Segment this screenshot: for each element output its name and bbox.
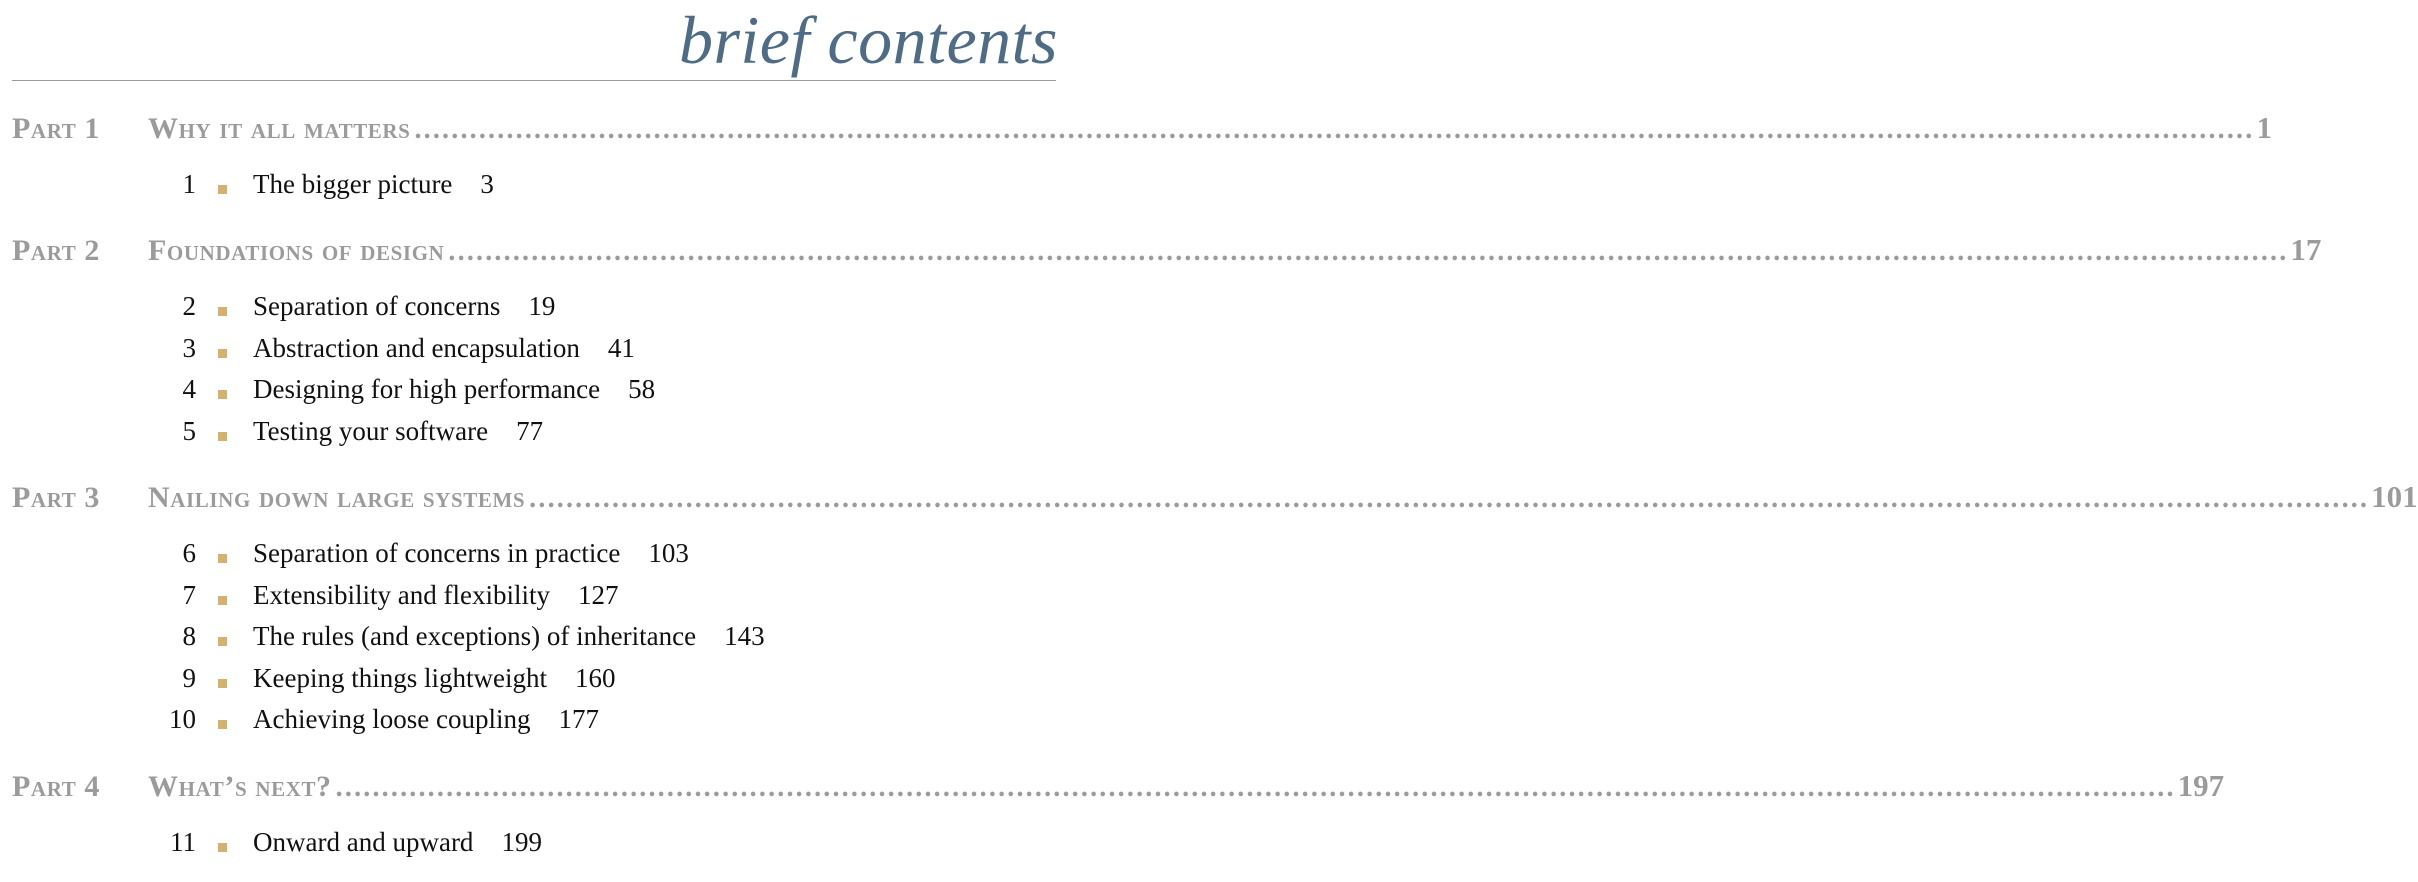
chapter-page-number: 199 [501, 827, 542, 857]
part-label: Part 3 [12, 481, 101, 514]
part-1-heading[interactable] [12, 110, 2272, 150]
chapter-number: 11 [170, 827, 196, 857]
page-title: brief contents [678, 2, 1058, 78]
chapter-title: Onward and upward [253, 827, 474, 857]
chapter-number: 3 [182, 333, 196, 363]
chapter-page-number: 127 [577, 580, 619, 610]
chapter-title: Designing for high performance [253, 374, 601, 404]
dot-leader: ........................................................................................................................................................................................................ [448, 236, 2289, 267]
chapter-page-number: 177 [558, 704, 599, 734]
chapter-10-entry[interactable] [140, 704, 599, 738]
chapter-page-number: 19 [528, 291, 556, 321]
square-bullet-icon [218, 307, 227, 316]
part-page-number: 17 [2290, 232, 2322, 267]
title-rule [12, 80, 1056, 81]
chapter-title: Keeping things lightweight [253, 663, 547, 693]
dot-leader: ........................................................................................................................................................................................................ [414, 114, 2255, 145]
chapter-number: 1 [182, 169, 196, 199]
part-4-heading[interactable] [12, 768, 2225, 808]
chapter-number: 7 [182, 580, 196, 610]
square-bullet-icon [218, 843, 227, 852]
chapter-number: 10 [169, 704, 196, 734]
square-bullet-icon [218, 554, 227, 563]
chapter-9-entry[interactable] [140, 663, 615, 697]
part-label: Part 2 [12, 234, 101, 267]
chapter-number: 2 [182, 291, 196, 321]
chapter-page-number: 3 [480, 169, 494, 199]
dot-leader: ........................................................................................................................................................................................................ [335, 772, 2176, 803]
chapter-title: Testing your software [253, 416, 489, 446]
chapter-number: 9 [182, 663, 196, 693]
chapter-page-number: 41 [607, 333, 635, 363]
part-2-heading[interactable] [12, 232, 2322, 272]
chapter-5-entry[interactable] [140, 416, 543, 450]
chapter-7-entry[interactable] [140, 580, 618, 614]
chapter-6-entry[interactable] [140, 538, 689, 572]
part-page-number: 197 [2177, 768, 2225, 803]
square-bullet-icon [218, 390, 227, 399]
part-label: Part 4 [12, 770, 101, 803]
chapter-number: 4 [182, 374, 196, 404]
chapter-page-number: 143 [724, 621, 765, 651]
chapter-3-entry[interactable] [140, 333, 635, 367]
chapter-8-entry[interactable] [140, 621, 765, 655]
chapter-page-number: 77 [516, 416, 544, 446]
chapter-title: Separation of concerns [253, 291, 501, 321]
chapter-page-number: 160 [574, 663, 616, 693]
square-bullet-icon [218, 185, 227, 194]
chapter-2-entry[interactable] [140, 291, 555, 325]
chapter-title: The bigger picture [253, 169, 453, 199]
chapter-number: 8 [182, 621, 196, 651]
square-bullet-icon [218, 679, 227, 688]
chapter-page-number: 103 [648, 538, 689, 568]
part-title: Nailing down large systems [148, 481, 526, 514]
chapter-number: 6 [182, 538, 196, 568]
chapter-page-number: 58 [628, 374, 656, 404]
chapter-title: Achieving loose coupling [253, 704, 531, 734]
square-bullet-icon [218, 349, 227, 358]
chapter-title: Separation of concerns in practice [253, 538, 621, 568]
chapter-title: Extensibility and flexibility [253, 580, 550, 610]
chapter-title: Abstraction and encapsulation [253, 333, 580, 363]
chapter-11-entry[interactable] [140, 827, 542, 861]
part-3-heading[interactable] [12, 479, 2418, 519]
square-bullet-icon [218, 637, 227, 646]
chapter-title: The rules (and exceptions) of inheritance [253, 621, 697, 651]
part-page-number: 1 [2256, 110, 2272, 145]
part-title: Foundations of design [148, 234, 445, 267]
chapter-1-entry[interactable] [140, 169, 494, 203]
chapter-4-entry[interactable] [140, 374, 655, 408]
part-title: What’s next? [148, 770, 332, 803]
dot-leader: ........................................................................................................................................................................................................ [529, 483, 2370, 514]
square-bullet-icon [218, 720, 227, 729]
square-bullet-icon [218, 432, 227, 441]
square-bullet-icon [218, 596, 227, 605]
part-label: Part 1 [12, 112, 101, 145]
part-title: Why it all matters [148, 112, 411, 145]
part-page-number: 101 [2371, 479, 2418, 514]
chapter-number: 5 [182, 416, 196, 446]
